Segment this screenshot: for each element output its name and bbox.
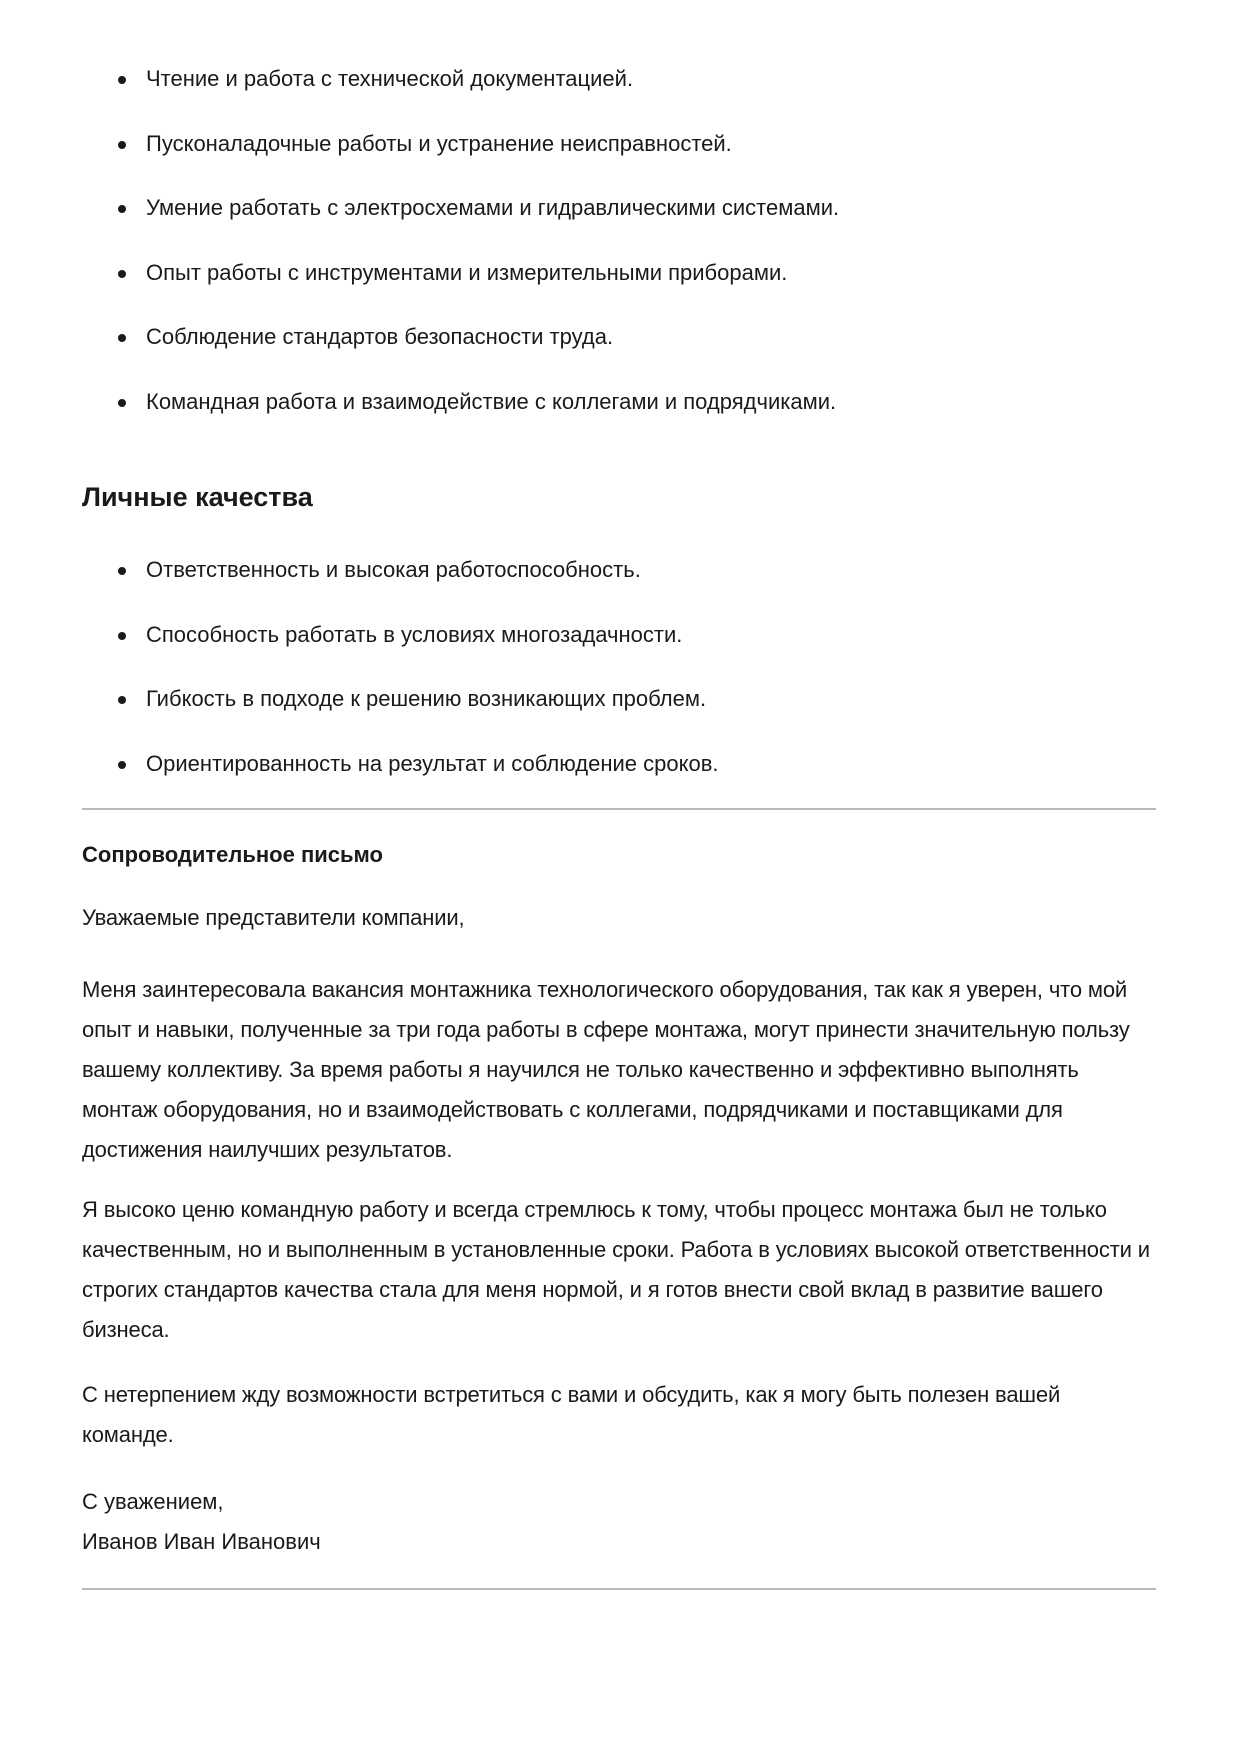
quality-text: Ориентированность на результат и соблюдение сроков. xyxy=(146,751,719,776)
bullet-icon xyxy=(118,76,126,84)
list-item xyxy=(82,129,732,159)
bullet-icon xyxy=(118,632,126,640)
quality-text: Способность работать в условиях многозадачности. xyxy=(146,622,683,647)
skill-text: Соблюдение стандартов безопасности труда. xyxy=(146,324,614,349)
list-item xyxy=(82,620,682,650)
section-divider-bottom xyxy=(82,1588,1156,1590)
skill-text: Умение работать с электросхемами и гидравлическими системами. xyxy=(146,195,840,220)
list-item xyxy=(82,684,706,714)
list-item xyxy=(82,193,839,223)
bullet-icon xyxy=(118,270,126,278)
skill-text: Опыт работы с инструментами и измерительными приборами. xyxy=(146,260,788,285)
list-item xyxy=(82,322,613,352)
letter-closing: С уважением, xyxy=(82,1489,224,1514)
bullet-icon xyxy=(118,141,126,149)
section-divider xyxy=(82,808,1156,810)
skill-text: Чтение и работа с технической документацией. xyxy=(146,66,634,91)
section-title-personal-qualities: Личные качества xyxy=(82,482,313,512)
list-item xyxy=(82,749,719,779)
bullet-icon xyxy=(118,205,126,213)
bullet-icon xyxy=(118,761,126,769)
bullet-icon xyxy=(118,696,126,704)
list-item xyxy=(82,387,836,417)
skill-text: Командная работа и взаимодействие с коллегами и подрядчиками. xyxy=(146,389,837,414)
letter-paragraph: Меня заинтересовала вакансия монтажника технологического оборудования, так как я уверен, что мой опыт и навыки, полученные за три года работы в сфере монтажа, могут принести значительную пользу вашему коллективу. За время работы я научился не только качественно и эффективно выполнять монтаж оборудования, но и взаимодействовать с коллегами, подрядчиками и поставщиками для достижения наилучших результатов. xyxy=(82,977,1130,1162)
letter-greeting: Уважаемые представители компании, xyxy=(82,905,465,930)
letter-paragraph: С нетерпением жду возможности встретиться с вами и обсудить, как я могу быть полезен вашей команде. xyxy=(82,1382,1061,1447)
bullet-icon xyxy=(118,334,126,342)
list-item xyxy=(82,258,787,288)
list-item xyxy=(82,555,641,585)
letter-signature: Иванов Иван Иванович xyxy=(82,1529,321,1554)
skill-text: Пусконаладочные работы и устранение неисправностей. xyxy=(146,131,732,156)
list-item xyxy=(82,64,633,94)
bullet-icon xyxy=(118,567,126,575)
quality-text: Гибкость в подходе к решению возникающих проблем. xyxy=(146,686,707,711)
letter-paragraph: Я высоко ценю командную работу и всегда стремлюсь к тому, чтобы процесс монтажа был не только качественным, но и выполненным в установленные сроки. Работа в условиях высокой ответственности и строгих стандартов качества стала для меня нормой, и я готов внести свой вклад в развитие вашего бизнеса. xyxy=(82,1197,1150,1342)
bullet-icon xyxy=(118,399,126,407)
cover-letter-title: Сопроводительное письмо xyxy=(82,842,383,867)
quality-text: Ответственность и высокая работоспособность. xyxy=(146,557,641,582)
